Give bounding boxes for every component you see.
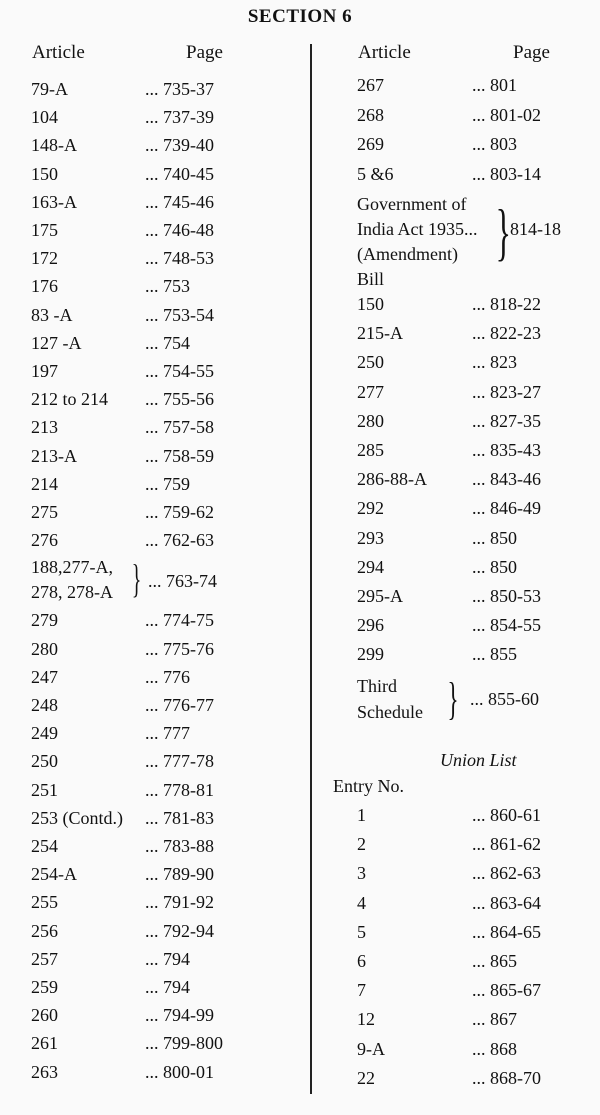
section-title: SECTION 6: [247, 6, 353, 27]
left-article: 251: [31, 780, 58, 800]
right-page-ref: ... 854-55: [472, 615, 541, 635]
left-article: 127 -A: [31, 333, 82, 353]
goi-line: Government of: [357, 194, 467, 214]
right-article: 277: [357, 382, 384, 402]
right-page-ref: ... 801: [472, 75, 517, 95]
left-article: 275: [31, 502, 58, 522]
left-article: 260: [31, 1005, 58, 1025]
left-page-ref: ... 789-90: [145, 864, 214, 884]
third-line: Schedule: [357, 702, 423, 722]
right-header-page: Page: [513, 42, 550, 63]
entry-label: Entry No.: [333, 776, 404, 796]
left-article: 254: [31, 836, 58, 856]
left-article: 257: [31, 949, 58, 969]
left-article: 83 -A: [31, 305, 73, 325]
entry-number: 4: [357, 893, 366, 913]
right-page-ref: ... 850-53: [472, 586, 541, 606]
entry-number: 5: [357, 922, 366, 942]
right-page-ref: ... 803: [472, 134, 517, 154]
entry-page-ref: ... 865: [472, 951, 517, 971]
right-header-article: Article: [358, 42, 411, 63]
left-article: 263: [31, 1062, 58, 1082]
entry-page-ref: ... 861-62: [472, 834, 541, 854]
left-page-ref: ... 759-62: [145, 502, 214, 522]
left-article: 163-A: [31, 192, 77, 212]
left-page-ref: ... 783-88: [145, 836, 214, 856]
left-page-ref: ... 800-01: [145, 1062, 214, 1082]
right-page-ref: ... 850: [472, 557, 517, 577]
right-page-ref: ... 823: [472, 352, 517, 372]
entry-page-ref: ... 860-61: [472, 805, 541, 825]
right-page-ref: ... 801-02: [472, 105, 541, 125]
right-article: 269: [357, 134, 384, 154]
left-page-ref: ... 776-77: [145, 695, 214, 715]
left-article: 104: [31, 107, 58, 127]
entry-page-ref: ... 864-65: [472, 922, 541, 942]
right-page-ref: ... 843-46: [472, 469, 541, 489]
left-page-ref: ... 762-63: [145, 530, 214, 550]
left-page-ref: ... 777: [145, 723, 190, 743]
left-article: 79-A: [31, 79, 68, 99]
entry-number: 2: [357, 834, 366, 854]
right-page-ref: ... 823-27: [472, 382, 541, 402]
right-article: 250: [357, 352, 384, 372]
left-page-ref: ... 758-59: [145, 446, 214, 466]
left-header-page: Page: [186, 42, 223, 63]
entry-number: 1: [357, 805, 366, 825]
goi-line: (Amendment): [357, 244, 458, 264]
left-page-ref: ... 794: [145, 977, 190, 997]
left-page-ref: ... 799-800: [145, 1033, 223, 1053]
left-article: 150: [31, 164, 58, 184]
right-article: 268: [357, 105, 384, 125]
left-page-ref: ... 777-78: [145, 751, 214, 771]
left-article: 214: [31, 474, 58, 494]
right-article: 294: [357, 557, 384, 577]
entry-number: 22: [357, 1068, 375, 1088]
left-article: 249: [31, 723, 58, 743]
left-article: 175: [31, 220, 58, 240]
left-article: 172: [31, 248, 58, 268]
right-article: 286-88-A: [357, 469, 427, 489]
left-page-ref: ... 757-58: [145, 417, 214, 437]
left-article: 254-A: [31, 864, 77, 884]
right-article: 296: [357, 615, 384, 635]
left-page-ref: ... 748-53: [145, 248, 214, 268]
entry-page-ref: ... 867: [472, 1009, 517, 1029]
left-article: 247: [31, 667, 58, 687]
column-divider: [310, 44, 312, 1094]
goi-line: Bill: [357, 269, 385, 289]
right-article: 150: [357, 294, 384, 314]
entry-page-ref: ... 865-67: [472, 980, 541, 1000]
left-page-ref: ... 753: [145, 276, 190, 296]
right-article: 280: [357, 411, 384, 431]
right-page-ref: ... 818-22: [472, 294, 541, 314]
entry-number: 6: [357, 951, 366, 971]
right-article: 267: [357, 75, 384, 95]
brace-icon: }: [495, 196, 512, 267]
left-article: 255: [31, 892, 58, 912]
left-page-ref: ... 740-45: [145, 164, 214, 184]
right-article: 295-A: [357, 586, 403, 606]
right-article: 299: [357, 644, 384, 664]
right-page-ref: ... 822-23: [472, 323, 541, 343]
left-page-ref: ... 794: [145, 949, 190, 969]
entry-number: 3: [357, 863, 366, 883]
entry-page-ref: ... 868: [472, 1039, 517, 1059]
left-page-ref: ... 794-99: [145, 1005, 214, 1025]
entry-page-ref: ... 863-64: [472, 893, 541, 913]
left-page-ref: ... 791-92: [145, 892, 214, 912]
left-article: 259: [31, 977, 58, 997]
entry-number: 12: [357, 1009, 375, 1029]
left-article: 176: [31, 276, 58, 296]
left-page-ref: ... 754: [145, 333, 190, 353]
left-article: 250: [31, 751, 58, 771]
right-page-ref: ... 855: [472, 644, 517, 664]
right-page-ref: ... 846-49: [472, 498, 541, 518]
right-page-ref: ... 827-35: [472, 411, 541, 431]
entry-page-ref: ... 862-63: [472, 863, 541, 883]
left-page-ref: ... 778-81: [145, 780, 214, 800]
left-article: 280: [31, 639, 58, 659]
goi-page-ref: 814-18: [510, 219, 561, 239]
goi-line: India Act 1935...: [357, 219, 478, 239]
left-page-ref: ... 759: [145, 474, 190, 494]
left-article-multiline: 188,277-A,: [31, 557, 113, 578]
entry-number: 9-A: [357, 1039, 385, 1059]
left-page-ref: ... 737-39: [145, 107, 214, 127]
left-page-ref: ... 745-46: [145, 192, 214, 212]
left-page-ref: ... 746-48: [145, 220, 214, 240]
right-page-ref: ... 835-43: [472, 440, 541, 460]
left-article: 197: [31, 361, 58, 381]
left-page-ref: ... 792-94: [145, 921, 214, 941]
left-article: 256: [31, 921, 58, 941]
left-article: 248: [31, 695, 58, 715]
left-header-article: Article: [32, 42, 85, 63]
right-article: 292: [357, 498, 384, 518]
right-page-ref: ... 803-14: [472, 164, 541, 184]
left-page-ref: ... 763-74: [148, 571, 217, 592]
left-page-ref: ... 735-37: [145, 79, 214, 99]
brace-icon: }: [447, 673, 459, 724]
left-page-ref: ... 776: [145, 667, 190, 687]
left-page-ref: ... 781-83: [145, 808, 214, 828]
left-article: 276: [31, 530, 58, 550]
left-page-ref: ... 775-76: [145, 639, 214, 659]
left-article: 213-A: [31, 446, 77, 466]
left-article: 253 (Contd.): [31, 808, 123, 828]
entry-number: 7: [357, 980, 366, 1000]
left-article: 279: [31, 610, 58, 630]
left-page-ref: ... 774-75: [145, 610, 214, 630]
right-page-ref: ... 850: [472, 528, 517, 548]
third-line: Third: [357, 676, 397, 696]
right-article: 285: [357, 440, 384, 460]
third-page-ref: ... 855-60: [470, 689, 539, 709]
left-page-ref: ... 755-56: [145, 389, 214, 409]
union-list-title: Union List: [440, 750, 517, 770]
left-article: 148-A: [31, 135, 77, 155]
left-page-ref: ... 739-40: [145, 135, 214, 155]
left-article: 261: [31, 1033, 58, 1053]
right-article: 293: [357, 528, 384, 548]
left-article: 213: [31, 417, 58, 437]
brace-icon: }: [131, 556, 142, 602]
right-article: 5 &6: [357, 164, 394, 184]
left-article-multiline: 278, 278-A: [31, 582, 113, 603]
left-page-ref: ... 753-54: [145, 305, 214, 325]
left-article: 212 to 214: [31, 389, 109, 409]
left-page-ref: ... 754-55: [145, 361, 214, 381]
right-article: 215-A: [357, 323, 403, 343]
entry-page-ref: ... 868-70: [472, 1068, 541, 1088]
